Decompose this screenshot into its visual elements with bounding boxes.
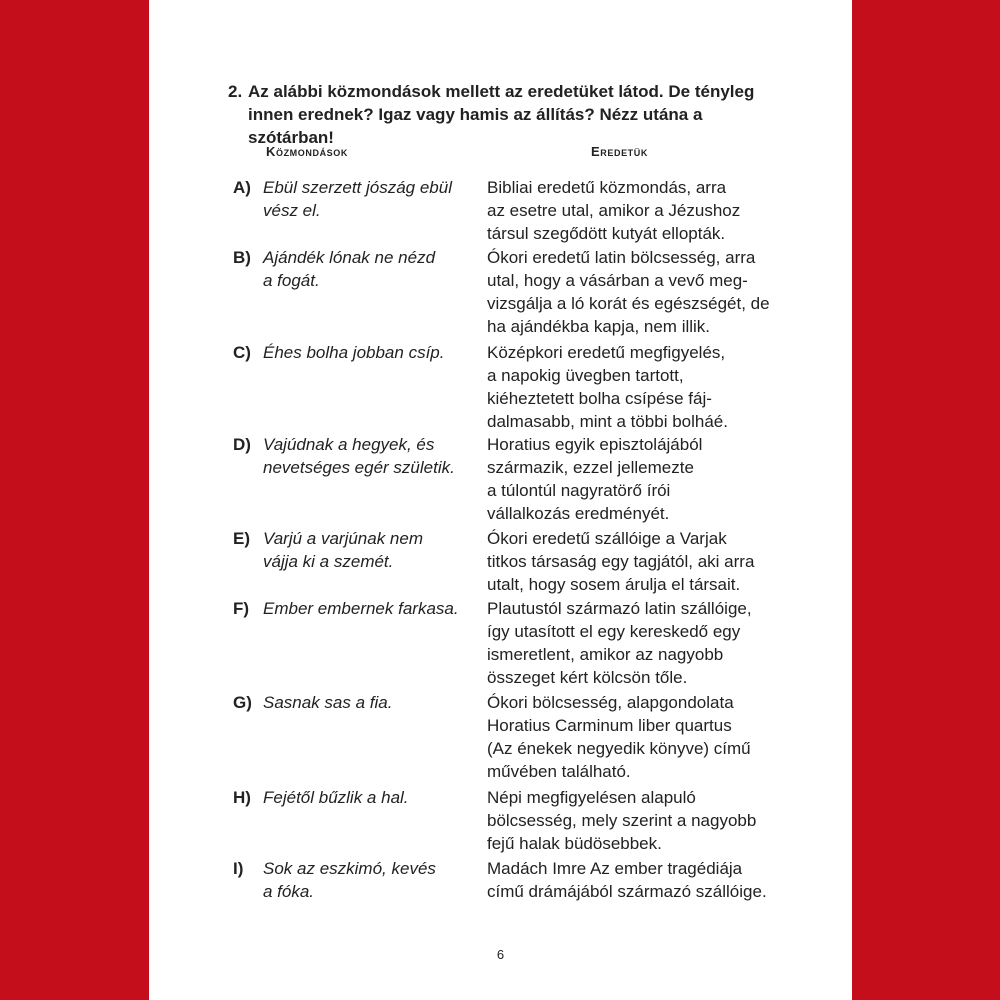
origin-line: titkos társaság egy tagjától, aki arra <box>487 552 755 571</box>
origin <box>487 691 777 783</box>
origin-line: ismeretlent, amikor az nagyobb <box>487 645 724 664</box>
origin-line: (Az énekek negyedik könyve) című <box>487 739 751 758</box>
row-letter: I) <box>233 859 244 878</box>
origin-line: vizsgálja a ló korát és egészségét, de <box>487 294 770 313</box>
origin-line: utalt, hogy sosem árulja el társait. <box>487 575 741 594</box>
proverb-line: Sasnak sas a fia. <box>263 693 393 712</box>
proverb <box>263 176 463 222</box>
proverb-line: nevetséges egér születik. <box>263 458 455 477</box>
origin-line: Plautustól származó latin szállóige, <box>487 599 752 618</box>
origin <box>487 433 777 525</box>
question-number: 2. <box>228 82 243 101</box>
origin-line: Horatius egyik episztolájából <box>487 435 703 454</box>
origin-line: bölcsesség, mely szerint a nagyobb <box>487 811 757 830</box>
column-header-proverbs: Közmondások <box>266 144 348 159</box>
origin-line: fejű halak büdösebbek. <box>487 834 662 853</box>
proverb <box>263 691 463 714</box>
origin-line: Ókori bölcsesség, alapgondolata <box>487 693 734 712</box>
origin-line: a napokig üvegben tartott, <box>487 366 684 385</box>
origin-line: művében található. <box>487 762 631 781</box>
column-header-origins: Eredetük <box>591 144 648 159</box>
origin-line: származik, ezzel jellemezte <box>487 458 694 477</box>
row-letter: D) <box>233 435 251 454</box>
proverb-line: a fóka. <box>263 882 315 901</box>
origin <box>487 527 777 596</box>
origin <box>487 597 777 689</box>
page-number: 6 <box>496 947 505 962</box>
row-letter: G) <box>233 693 252 712</box>
origin-line: Horatius Carminum liber quartus <box>487 716 732 735</box>
proverb <box>263 527 463 573</box>
proverb <box>263 246 463 292</box>
origin-line: ha ajándékba kapja, nem illik. <box>487 317 711 336</box>
origin-line: társul szegődött kutyát ellopták. <box>487 224 726 243</box>
origin-line: Madách Imre Az ember tragédiája <box>487 859 743 878</box>
origin-line: vállalkozás eredményét. <box>487 504 670 523</box>
origin-line: Ókori eredetű latin bölcsesség, arra <box>487 248 756 267</box>
proverb-line: vész el. <box>263 201 321 220</box>
origin-line: utal, hogy a vásárban a vevő meg- <box>487 271 748 290</box>
origin-line: kiéheztetett bolha csípése fáj- <box>487 389 712 408</box>
row-letter: C) <box>233 343 251 362</box>
origin-line: így utasított el egy kereskedő egy <box>487 622 741 641</box>
proverb-line: Éhes bolha jobban csíp. <box>263 343 445 362</box>
proverb-line: Varjú a varjúnak nem <box>263 529 424 548</box>
proverb <box>263 341 463 364</box>
origin <box>487 176 777 245</box>
row-letter: B) <box>233 248 251 267</box>
row-letter: A) <box>233 178 251 197</box>
proverb-line: Vajúdnak a hegyek, és <box>263 435 435 454</box>
proverb-line: Fejétől bűzlik a hal. <box>263 788 409 807</box>
question <box>228 80 788 149</box>
proverb <box>263 857 463 903</box>
origin-line: Középkori eredetű megfigyelés, <box>487 343 726 362</box>
origin <box>487 857 777 903</box>
proverb-line: a fogát. <box>263 271 320 290</box>
origin <box>487 341 777 433</box>
origin-line: Ókori eredetű szállóige a Varjak <box>487 529 727 548</box>
proverb <box>263 786 463 809</box>
origin-line: a túlontúl nagyratörő írói <box>487 481 671 500</box>
proverb <box>263 597 463 620</box>
origin-line: Népi megfigyelésen alapuló <box>487 788 696 807</box>
proverb-line: vájja ki a szemét. <box>263 552 394 571</box>
origin <box>487 246 777 338</box>
page <box>149 0 852 1000</box>
origin-line: az esetre utal, amikor a Jézushoz <box>487 201 741 220</box>
row-letter: H) <box>233 788 251 807</box>
origin-line: Bibliai eredetű közmondás, arra <box>487 178 727 197</box>
question-text: Az alábbi közmondások mellett az eredetüket látod. De tényleg innen erednek? Igaz vagy hamis az állítás? Nézz utána a szótárban! <box>248 82 755 147</box>
row-letter: E) <box>233 529 250 548</box>
origin <box>487 786 777 855</box>
origin-line: című drámájából származó szállóige. <box>487 882 767 901</box>
proverb-line: Ajándék lónak ne nézd <box>263 248 436 267</box>
proverb-line: Ebül szerzett jószág ebül <box>263 178 452 197</box>
proverb-line: Ember embernek farkasa. <box>263 599 459 618</box>
origin-line: dalmasabb, mint a többi bolháé. <box>487 412 728 431</box>
proverb-line: Sok az eszkimó, kevés <box>263 859 436 878</box>
origin-line: összeget kért kölcsön tőle. <box>487 668 688 687</box>
proverb <box>263 433 463 479</box>
row-letter: F) <box>233 599 250 618</box>
